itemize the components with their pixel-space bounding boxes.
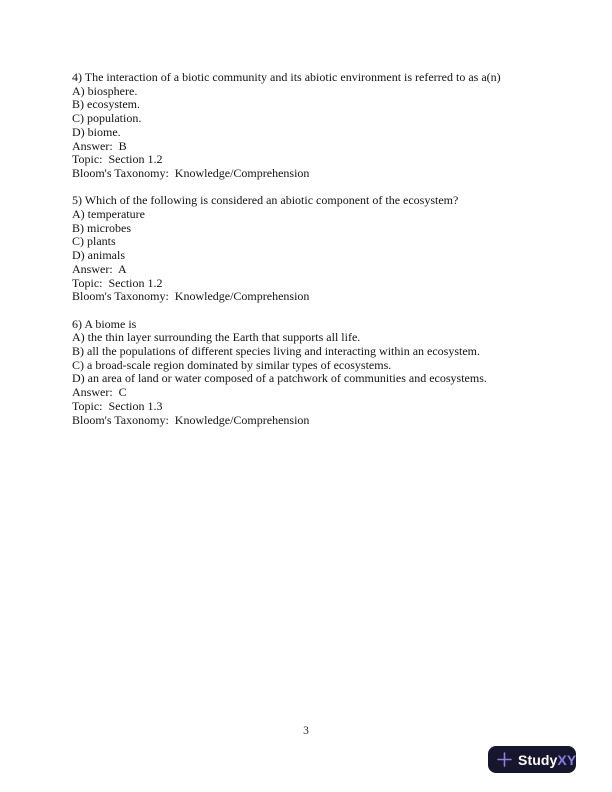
answer-line: Answer: A: [72, 261, 127, 276]
question-prompt: 6) A biome is: [72, 316, 137, 331]
question-block: [72, 71, 544, 181]
plus-icon: [497, 752, 512, 767]
topic-line: Topic: Section 1.2: [72, 275, 163, 290]
choice-line: B) microbes: [72, 220, 131, 235]
brand-wordmark: [518, 752, 576, 768]
studyxy-watermark: [488, 746, 576, 773]
page-footer: [0, 725, 612, 737]
question-prompt: 5) Which of the following is considered an abiotic component of the ecosystem?: [72, 193, 459, 208]
choice-line: C) plants: [72, 234, 116, 249]
choice-line: D) animals: [72, 248, 125, 263]
topic-line: Topic: Section 1.3: [72, 398, 163, 413]
choice-line: A) temperature: [72, 207, 145, 222]
choice-line: C) population.: [72, 111, 142, 126]
answer-line: Answer: B: [72, 138, 127, 153]
choice-line: D) an area of land or water composed of a patchwork of communities and ecosystems.: [72, 371, 487, 386]
topic-line: Topic: Section 1.2: [72, 152, 163, 167]
question-block: [72, 194, 544, 304]
choice-line: A) the thin layer surrounding the Earth that supports all life.: [72, 330, 361, 345]
bloom-taxonomy-line: Bloom's Taxonomy: Knowledge/Comprehension: [72, 289, 310, 304]
choice-line: C) a broad-scale region dominated by similar types of ecosystems.: [72, 357, 392, 372]
brand-study-text: Study: [518, 751, 558, 768]
choice-line: A) biosphere.: [72, 83, 138, 98]
choice-line: B) all the populations of different species living and interacting within an ecosystem.: [72, 344, 481, 359]
questions-content: [72, 71, 544, 441]
choice-line: B) ecosystem.: [72, 97, 140, 112]
question-prompt: 4) The interaction of a biotic community and its abiotic environment is referred to as a(n): [72, 70, 501, 84]
bloom-taxonomy-line: Bloom's Taxonomy: Knowledge/Comprehension: [72, 165, 310, 180]
page-number: 3: [303, 725, 309, 737]
brand-xy-text: XY: [557, 751, 577, 768]
question-block: [72, 318, 544, 428]
bloom-taxonomy-line: Bloom's Taxonomy: Knowledge/Comprehension: [72, 412, 310, 427]
choice-line: D) biome.: [72, 124, 121, 139]
answer-line: Answer: C: [72, 385, 127, 400]
